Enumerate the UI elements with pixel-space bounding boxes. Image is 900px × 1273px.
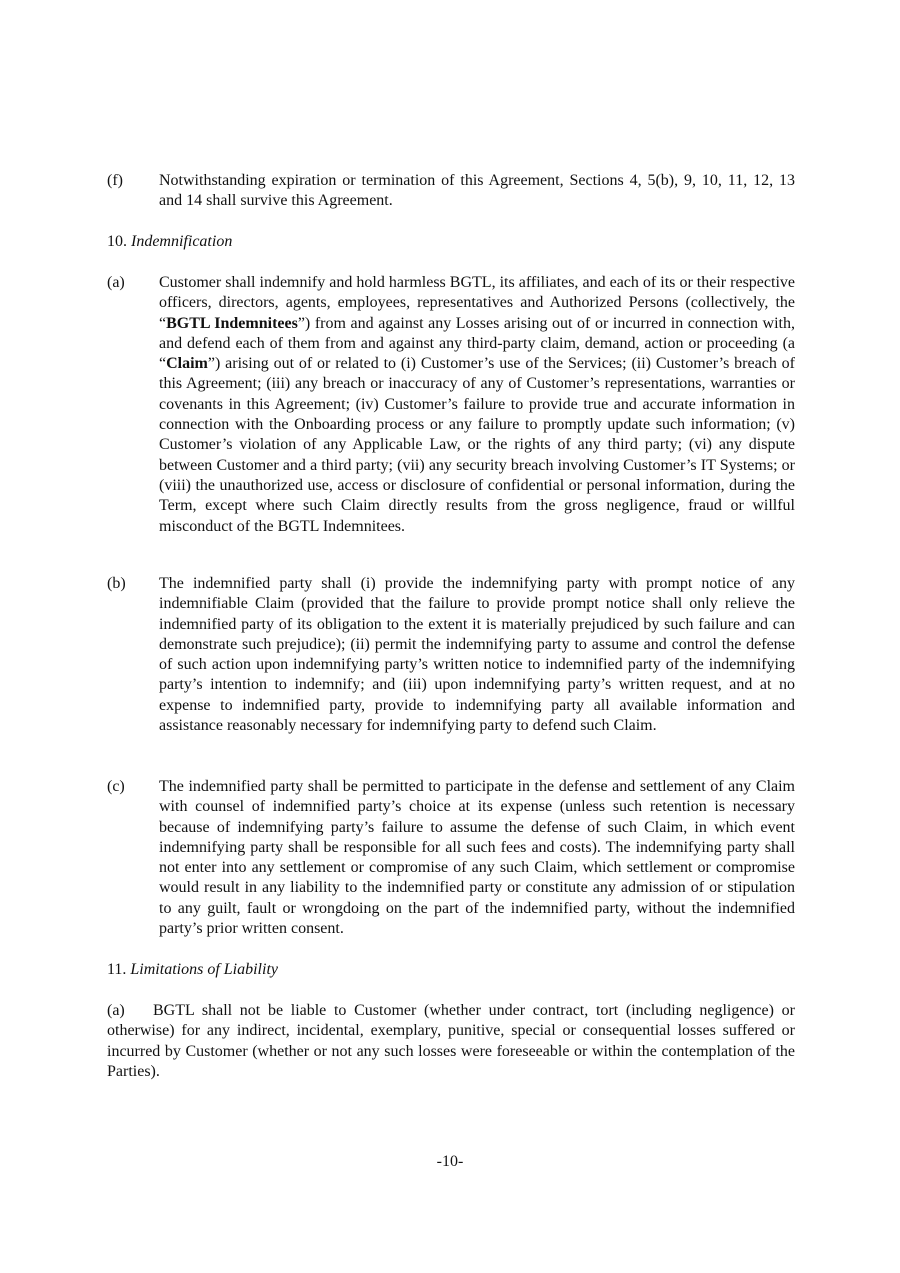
clause-11-a-text: BGTL shall not be liable to Customer (whether under contract, tort (including negligence) or otherwise) for any indirect, incidental, exemplary, punitive, special or consequential losses suffered or incurred by Customer (whether or not any such losses were foreseeable or within the contemplation of the Parties). xyxy=(107,1002,795,1080)
section-10-number: 10. xyxy=(107,233,127,250)
clause-10-a-label: (a) xyxy=(107,274,125,291)
clause-11-a-label: (a) xyxy=(107,1002,125,1019)
clause-10-b-text: The indemnified party shall (i) provide the indemnifying party with prompt notice of any indemnifiable Claim (provided that the failure to provide prompt notice shall only relieve the indemnified party of its obligation to the extent it is materially prejudiced by such failure and can demonstrate such prejudice); (ii) permit the indemnifying party to assume and control the defense of such action upon indemnifying party’s written notice to indemnified party of the indemnifying party’s intention to indemnify; and (iii) upon indemnifying party’s written request, and at no expense to indemnified party, provide to indemnifying party all available information and assistance reasonably necessary for indemnifying party to defend such Claim. xyxy=(159,575,795,735)
section-11-heading xyxy=(107,960,278,980)
defined-term-bgtl-indemnitees: BGTL Indemnitees xyxy=(166,314,298,332)
clause-10-a-part1: Customer shall indemnify and hold harmless BGTL, its affiliates, and each of its or their respective officers, directors, agents, employees, representatives and Authorized Persons (collectively, the “ xyxy=(159,274,795,332)
section-10-title: Indemnification xyxy=(131,233,233,250)
clause-10-a-text xyxy=(159,273,795,537)
clause-11-a xyxy=(107,1001,795,1082)
clause-10-a-part2: ”) from and against any Losses arising out of or incurred in connection with, and defend each of them from and against any third-party claim, demand, action or proceeding (a “ xyxy=(159,314,795,373)
section-11-title: Limitations of Liability xyxy=(130,961,278,978)
clause-f-text: Notwithstanding expiration or termination of this Agreement, Sections 4, 5(b), 9, 10, 11, 12, 13 and 14 shall survive this Agreement. xyxy=(159,172,795,210)
clause-10-c-text: The indemnified party shall be permitted to participate in the defense and settlement of any Claim with counsel of indemnified party’s choice at its expense (unless such retention is necessary because of indemnifying party’s failure to assume the defense of such Claim, in which event indemnifying party shall be responsible for all such fees and costs). The indemnifying party shall not enter into any settlement or compromise of any such Claim, which settlement or compromise would result in any liability to the indemnified party or constitute any admission of or stipulation to any guilt, fault or wrongdoing on the part of the indemnified party, without the indemnified party’s prior written consent. xyxy=(159,778,795,938)
section-11-number: 11. xyxy=(107,961,127,978)
clause-10-a-part3: ”) arising out of or related to (i) Customer’s use of the Services; (ii) Customer’s breach of this Agreement; (iii) any breach or inaccuracy of any of Customer’s representations, warranties or covenants in this Agreement; (iv) Customer’s failure to provide true and accurate information in connection with the Onboarding process or any failure to promptly update such information; (v) Customer’s violation of any Applicable Law, or the rights of any third party; (vi) any dispute between Customer and a third party; (vii) any security breach involving Customer’s IT Systems; or (viii) the unauthorized use, access or disclosure of confidential or personal information, during the Term, except where such Claim directly results from the gross negligence, fraud or willful misconduct of the BGTL Indemnitees. xyxy=(159,355,795,535)
clause-f-label: (f) xyxy=(107,172,123,189)
clause-10-c-label: (c) xyxy=(107,778,125,795)
clause-10-b-label: (b) xyxy=(107,575,126,592)
section-10-heading xyxy=(107,232,232,252)
page-number: -10- xyxy=(436,1153,464,1170)
defined-term-claim: Claim xyxy=(166,355,208,373)
